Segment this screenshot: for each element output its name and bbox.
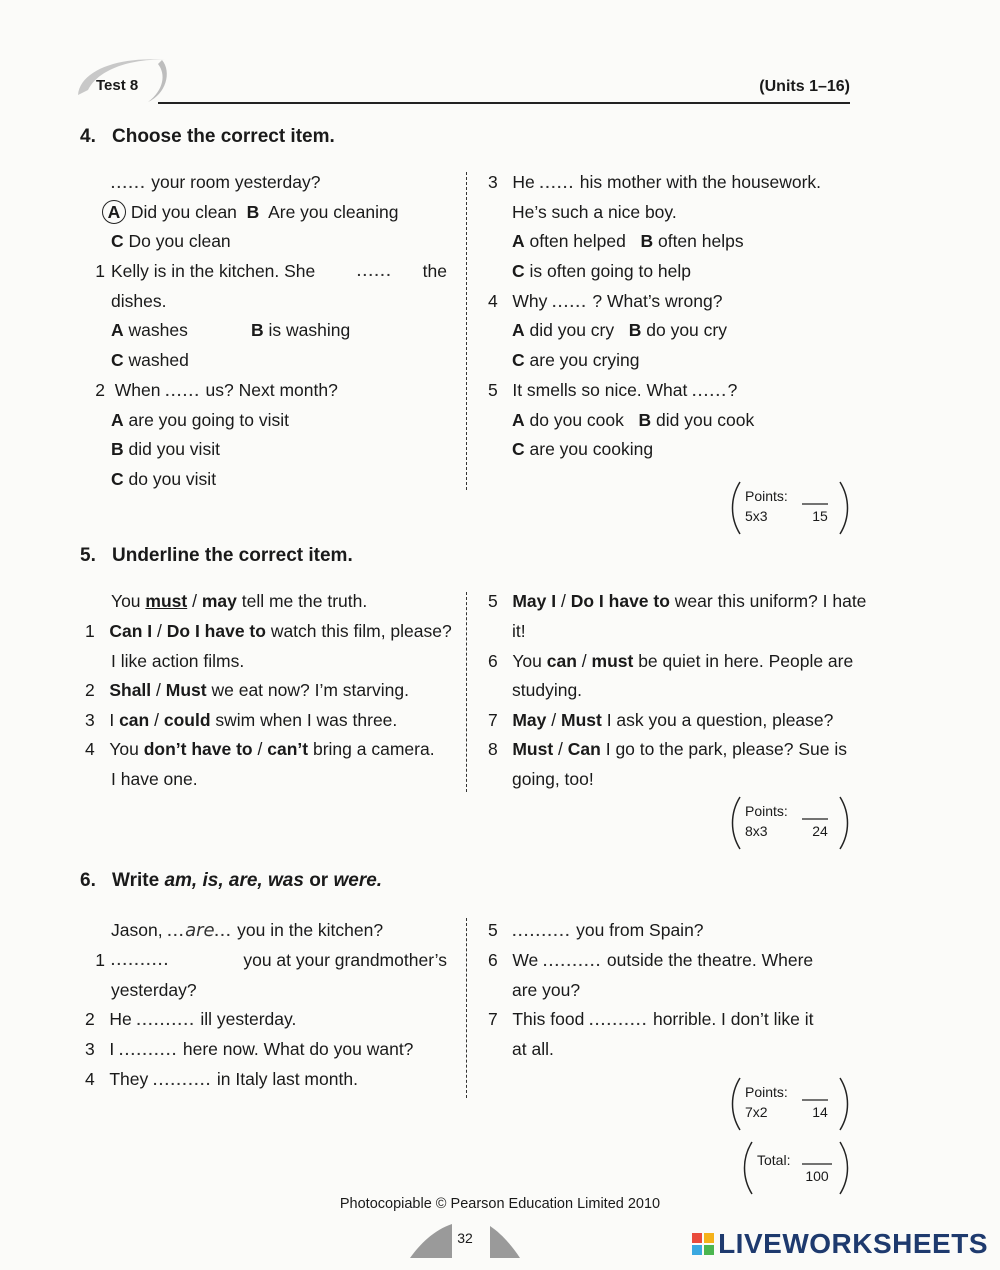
- handwritten-answer: are: [185, 920, 215, 941]
- s4-question-3: 3 He ...... his mother with the housework.: [488, 172, 822, 192]
- s6-column-divider: [466, 918, 467, 1098]
- section-4-title: [80, 126, 335, 148]
- s4-example-option-c: C Do you clean: [111, 231, 231, 251]
- page-number: 32: [457, 1230, 473, 1246]
- s5-question-1-cont: I like action films.: [111, 651, 245, 671]
- s5-question-6: 6 You can / must be quiet in here. People are: [488, 651, 854, 671]
- s4-q3-option-c: C is often going to help: [512, 261, 692, 281]
- s4-q1-option-a: A washes: [111, 320, 188, 340]
- liveworksheets-watermark: LIVEWORKSHEETS: [692, 1228, 988, 1260]
- s5-question-6-cont: studying.: [512, 680, 583, 700]
- s4-example-options: A Did you clean B Are you cleaning: [102, 197, 398, 227]
- s5-question-7: 7 May / Must I ask you a question, please?: [488, 710, 834, 730]
- s4-points-box: Points: 5x3 15: [730, 480, 850, 536]
- s4-q1-option-c: C washed: [111, 350, 189, 370]
- s6-question-5: 5 .......... you from Spain?: [488, 920, 704, 940]
- s6-question-6-cont: are you?: [512, 980, 581, 1000]
- s4-question-2: 2 When ...... us? Next month?: [95, 380, 338, 400]
- circled-answer: A: [102, 200, 126, 224]
- s5-question-5-cont: it!: [512, 621, 526, 641]
- s4-question-4: 4 Why ...... ? What’s wrong?: [488, 291, 723, 311]
- s5-column-divider: [466, 592, 467, 792]
- s4-q2-option-a: A are you going to visit: [111, 410, 290, 430]
- s5-question-2: 2 Shall / Must we eat now? I’m starving.: [85, 680, 409, 700]
- s6-question-1-cont: yesterday?: [111, 980, 197, 1000]
- s5-question-8-cont: going, too!: [512, 769, 594, 789]
- s5-question-5: 5 May I / Do I have to wear this uniform? I hate: [488, 591, 867, 611]
- s5-question-4-cont: I have one.: [111, 769, 198, 789]
- s4-q5-options-ab: A do you cook B did you cook: [512, 410, 755, 430]
- s5-question-1: 1 Can I / Do I have to watch this film, please?: [85, 621, 452, 641]
- s4-column-divider: [466, 172, 467, 490]
- s6-question-4: 4 They .......... in Italy last month.: [85, 1069, 358, 1089]
- s4-q5-option-c: C are you cooking: [512, 439, 654, 459]
- s6-question-2: 2 He .......... ill yesterday.: [85, 1009, 297, 1029]
- s6-points-box: Points: 7x2 14: [730, 1076, 850, 1132]
- s5-question-3: 3 I can / could swim when I was three.: [85, 710, 398, 730]
- section-heading: Choose the correct item.: [112, 126, 335, 147]
- s5-question-8: 8 Must / Can I go to the park, please? Sue is: [488, 739, 847, 759]
- s6-question-3: 3 I .......... here now. What do you want?: [85, 1039, 414, 1059]
- s6-example: Jason, ...are... you in the kitchen?: [111, 920, 384, 941]
- s4-q2-option-b: B did you visit: [111, 439, 220, 459]
- s4-q4-option-c: C are you crying: [512, 350, 640, 370]
- section-6-title: 6. Write am, is, are, was or were.: [80, 870, 383, 891]
- total-box: Total: 100: [742, 1140, 850, 1196]
- s4-question-3-cont: He’s such a nice boy.: [512, 202, 677, 222]
- units-range: (Units 1–16): [759, 78, 850, 95]
- test-number: Test 8: [96, 77, 139, 94]
- s5-example: You must / may tell me the truth.: [111, 591, 368, 611]
- s5-question-4: 4 You don’t have to / can’t bring a camera.: [85, 739, 435, 759]
- section-number: 4.: [80, 126, 96, 147]
- s4-example-prompt: ...... your room yesterday?: [111, 172, 321, 192]
- s4-q3-options-ab: A often helped B often helps: [512, 231, 744, 251]
- header-rule: [158, 102, 850, 104]
- s5-points-box: Points: 8x3 24: [730, 795, 850, 851]
- section-5-title: 5. Underline the correct item.: [80, 545, 353, 566]
- s4-question-5: 5 It smells so nice. What ......?: [488, 380, 738, 400]
- s4-question-1-cont: dishes.: [111, 291, 167, 311]
- s4-q2-option-c: C do you visit: [111, 469, 217, 489]
- s6-question-6: 6 We .......... outside the theatre. Where: [488, 950, 814, 970]
- copyright-notice: Photocopiable © Pearson Education Limited 2010: [339, 1196, 661, 1212]
- s6-question-7: 7 This food .......... horrible. I don’t like it: [488, 1009, 814, 1029]
- s4-q4-options-ab: A did you cry B do you cry: [512, 320, 727, 340]
- s6-question-7-cont: at all.: [512, 1039, 554, 1059]
- liveworksheets-logo-icon: [692, 1233, 714, 1255]
- s4-q1-option-b: B is washing: [251, 320, 351, 340]
